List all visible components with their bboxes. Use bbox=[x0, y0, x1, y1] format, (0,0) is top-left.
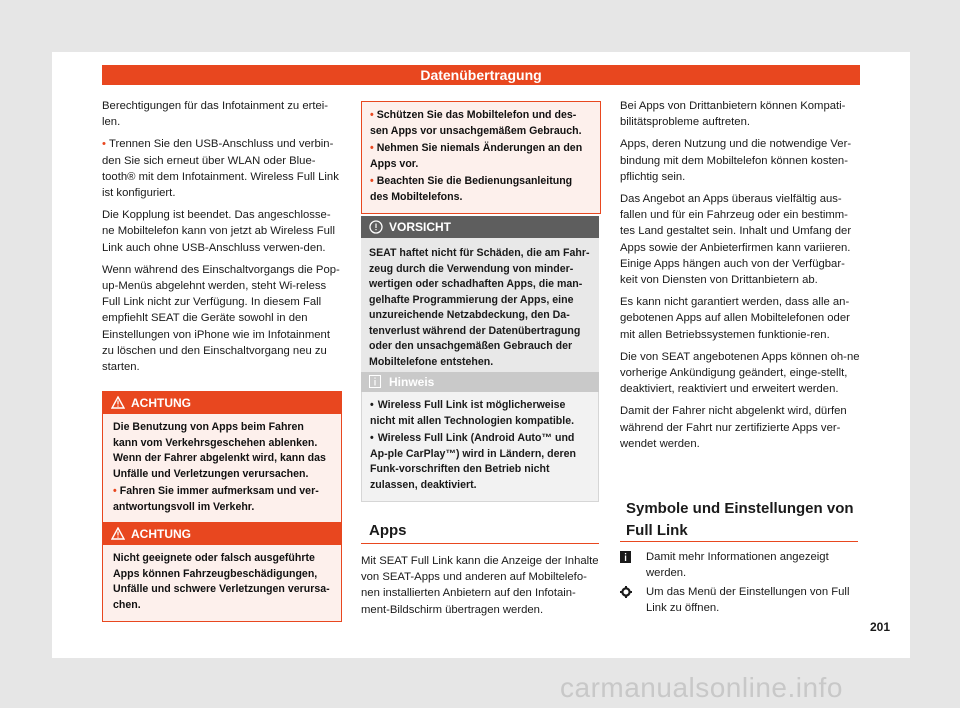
section-title-symbols: Symbole und Einstellungen von Full Link bbox=[626, 500, 854, 539]
warning-box bbox=[102, 522, 342, 622]
paragraph: Berechtigungen für das Infotainment zu ertei-len. bbox=[102, 100, 329, 129]
gear-icon bbox=[620, 586, 632, 598]
paragraph: Das Angebot an Apps überaus vielfältig aus-fallen und für ein Fahrzeug oder ein bestimm-tes Land gestaltet sein. Inhalt und Umfang der Apps sowie der Anbieterfirmen kann variieren. Einige Apps hängen auch von der Verfügbar-keit von Diensten von Drittanbietern ab. bbox=[620, 193, 852, 287]
paragraph: Es kann nicht garantiert werden, dass alle an-gebotenen Apps auf allen Mobiltelefonen oder mit allen Betriebssystemen funktionie-ren. bbox=[620, 296, 850, 341]
section-title-apps: Apps bbox=[369, 522, 407, 539]
note-header: Hinweis bbox=[361, 372, 599, 392]
page-number: 201 bbox=[870, 620, 891, 634]
bullet-icon: • bbox=[370, 109, 374, 121]
info-icon bbox=[369, 375, 381, 388]
symbol-row-info: Damit mehr Informationen angezeigt werden. bbox=[620, 549, 858, 581]
warning-box bbox=[102, 391, 342, 524]
note-body: • Wireless Full Link ist möglicherweise nicht mit allen Technologien kompatible. • Wireless Full Link (Android Auto™ und Ap-ple CarPlay™) wird in Ländern, deren Funk-vorschriften den Betrieb nicht zulassen, deaktiviert. bbox=[361, 392, 599, 502]
caution-header: VORSICHT bbox=[361, 216, 599, 238]
caution-circle-icon bbox=[369, 220, 383, 234]
column-left bbox=[102, 98, 342, 381]
note-box bbox=[361, 372, 599, 502]
caution-body: SEAT haftet nicht für Schäden, die am Fahr-zeug durch die Verwendung von minder-wertigen oder schadhaften Apps, die man-gelhafte Programmierung der Apps, eine unzureichende Netzabdeckung, den Da-tenverlust während der Datenübertragung oder den unsachgemäßen Gebrauch der Mobiltelefone entstehen. bbox=[361, 238, 599, 378]
warning-triangle-icon bbox=[111, 527, 125, 540]
warning-body: Nicht geeignete oder falsch ausgeführte Apps können Fahrzeugbeschädigungen, Unfälle und schwere Verletzungen verursa-chen. bbox=[103, 545, 341, 621]
warning-header: ACHTUNG bbox=[103, 523, 341, 545]
watermark: carmanualsonline.info bbox=[560, 672, 843, 703]
bullet-icon: • bbox=[370, 432, 374, 444]
info-icon bbox=[620, 551, 631, 563]
warning-continuation-box: • Schützen Sie das Mobiltelefon und des-sen Apps vor unsachgemäßem Gebrauch. • Nehmen Sie niemals Änderungen an den Apps vor. • Beachten Sie die Bedienungsanleitung des Mobiltelefons. bbox=[361, 101, 601, 214]
symbol-row-settings: Um das Menü der Einstellungen von Full Link zu öffnen. bbox=[620, 584, 858, 616]
paragraph: Bei Apps von Drittanbietern können Kompati-bilitätsprobleme auftreten. bbox=[620, 100, 846, 129]
paragraph: Damit der Fahrer nicht abgelenkt wird, dürfen während der Fahrt nur zertifizierte Apps ver-wendet werden. bbox=[620, 405, 847, 450]
warning-triangle-icon bbox=[111, 396, 125, 409]
bullet-icon: • bbox=[370, 142, 374, 154]
paragraph: Die von SEAT angebotenen Apps können oh-ne vorherige Ankündigung geändert, einge-stellt, deaktiviert, reaktiviert und erweitert werden. bbox=[620, 350, 860, 396]
warning-body: Die Benutzung von Apps beim Fahren kann vom Verkehrsgeschehen ablenken. Wenn der Fahrer abgelenkt wird, kann das Unfälle und Verletzungen verursachen. • Fahren Sie immer aufmerksam und ver-antwortungsvoll im Verkehr. bbox=[103, 414, 341, 523]
paragraph: Die Kopplung ist beendet. Das angeschlosse-ne Mobiltelefon kann von jetzt ab Wireless Full Link auch ohne USB-Anschluss verwen-den. bbox=[102, 209, 335, 254]
warning-header: ACHTUNG bbox=[103, 392, 341, 414]
apps-paragraph: Mit SEAT Full Link kann die Anzeige der Inhalte von SEAT-Apps und anderen auf Mobiltelefo-nen installierten Anbietern auf den Infotain-ment-Bildschirm übertragen werden. bbox=[361, 555, 599, 616]
page-title: Datenübertragung bbox=[102, 65, 860, 85]
section-divider bbox=[361, 543, 599, 544]
bullet-icon: • bbox=[102, 138, 106, 151]
paragraph: Wenn während des Einschaltvorgangs die Pop-up-Menüs abgelehnt werden, steht Wi-reless Full Link nicht zur Verfügung. In diesem Fall empfiehlt SEAT die Geräte sowohl in den Einstellungen von iPhone wie im Infotainment zu löschen und den Einschaltvorgang neu zu starten. bbox=[102, 263, 340, 374]
bullet-icon: • bbox=[370, 399, 374, 411]
bullet-icon: • bbox=[113, 485, 117, 497]
section-divider bbox=[620, 541, 858, 542]
column-right bbox=[620, 98, 860, 458]
paragraph: Apps, deren Nutzung und die notwendige Ver-bindung mit dem Mobiltelefon können kosten-pflichtig sein. bbox=[620, 138, 852, 183]
caution-box bbox=[361, 216, 599, 378]
bullet-item: • Trennen Sie den USB-Anschluss und verbin-den Sie sich erneut über WLAN oder Blue-tooth® mit dem Infotainment. Wireless Full Link ist konfiguriert. bbox=[102, 138, 339, 200]
bullet-icon: • bbox=[370, 175, 374, 187]
